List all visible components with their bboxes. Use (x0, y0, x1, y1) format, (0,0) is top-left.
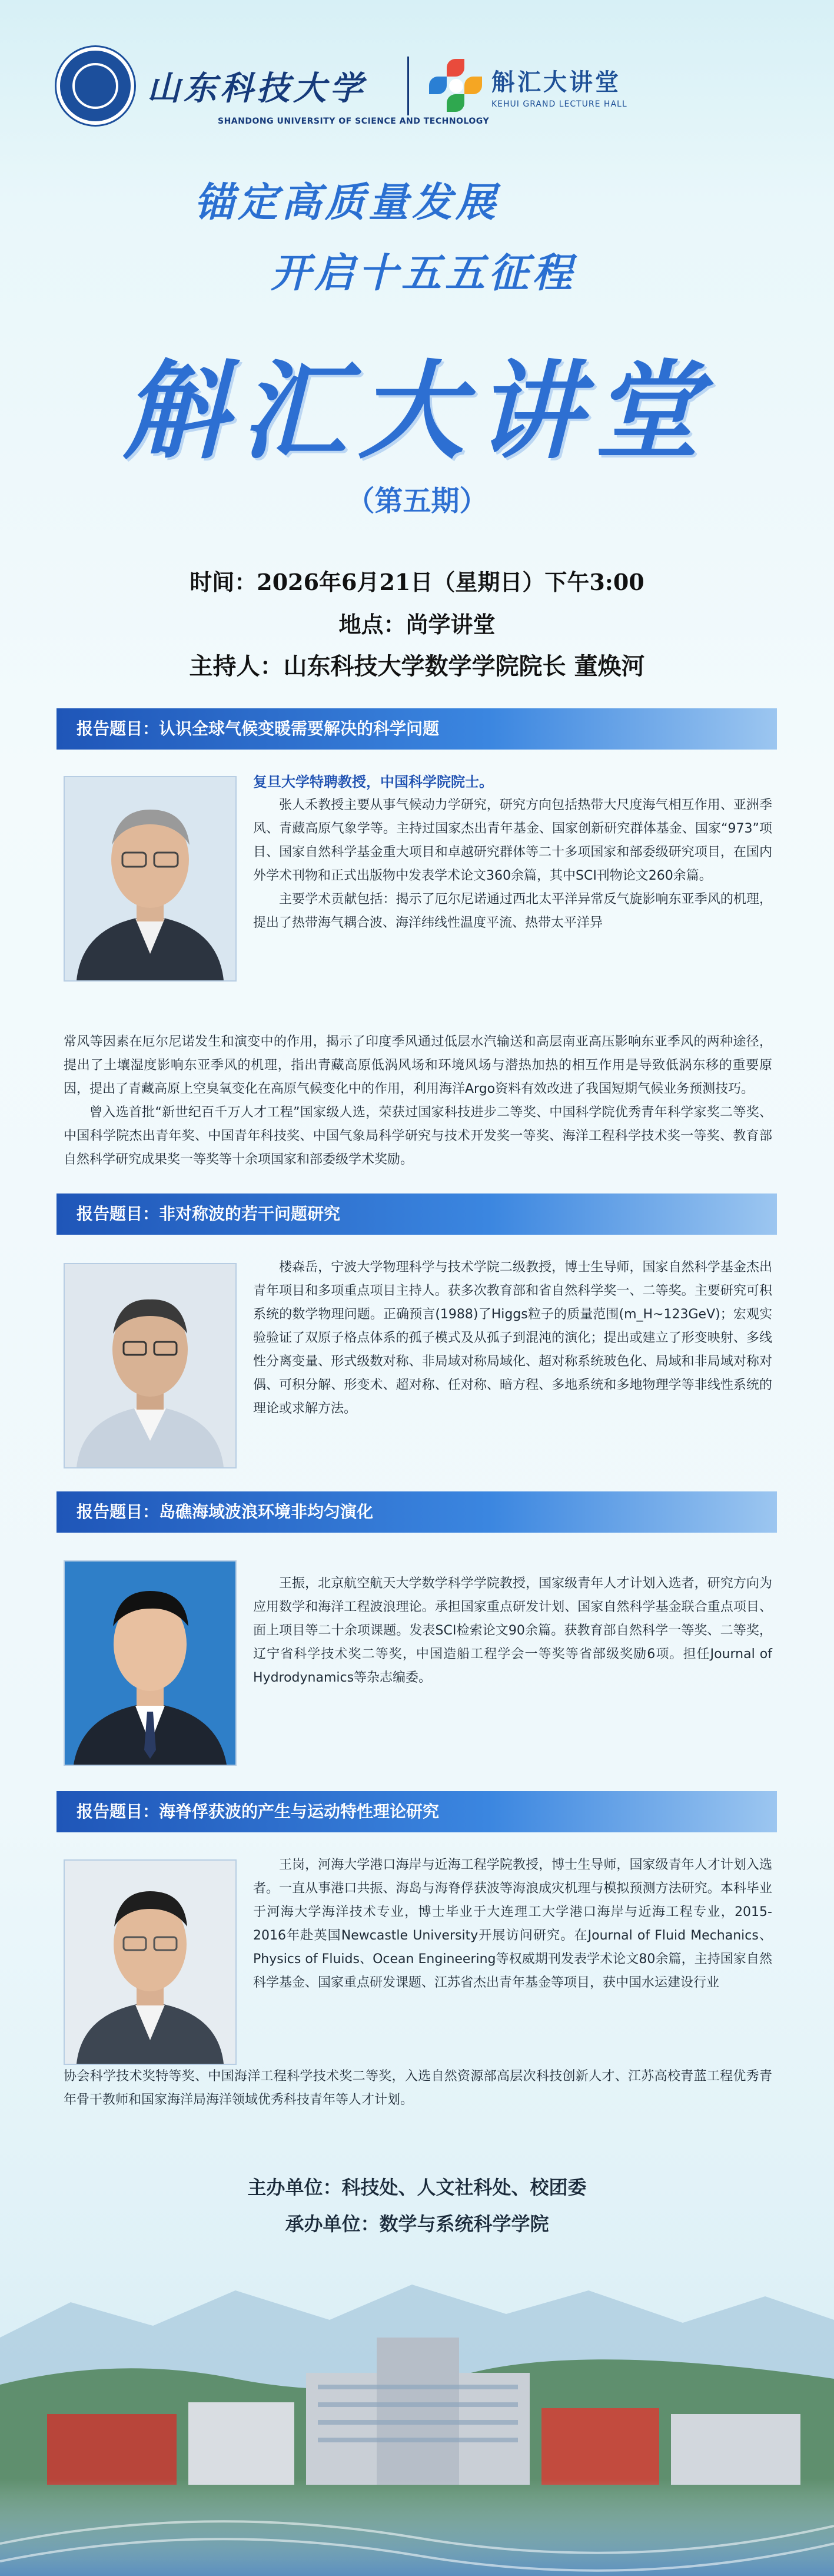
speaker-1-bio-para: 常风等因素在厄尔尼诺发生和演变中的作用，揭示了印度季风通过低层水汽输送和高层南亚高压影响东亚季风的两种途径，提出了土壤湿度影响东亚季风的机理，指出青藏高原低涡风场和环境风场与潜热加热的相互作用是导致低涡东移的重要原因，提出了青藏高原上空臭氧变化在高原气候变化中的作用，利用海洋Argo资料有效改进了我国短期气候业务预测技巧。 (64, 1035, 772, 1096)
speaker-3-bio-para: 王振，北京航空航天大学数学科学学院教授，国家级青年人才计划入选者，研究方向为应用数学和海洋工程波浪理论。承担国家重点研发计划、国家自然科学基金联合重点项目、面上项目等二十余项课题。发表SCI检索论文90余篇。获教育部自然科学一等奖、二等奖，辽宁省科学技术奖二等奖，中国造船工程学会一等奖等省部级奖励6项。担任Journal of Hydrodynamics等杂志编委。 (253, 1576, 772, 1685)
speaker-4-bio-para: 王岗，河海大学港口海岸与近海工程学院教授，博士生导师，国家级青年人才计划入选者。一直从事港口共振、海岛与海脊俘获波等海浪成灾机理与模拟预测方法研究。本科毕业于河海大学海洋技术专业，博士毕业于大连理工大学港口海岸与近海工程专业，2015-2016年赴英国Newcastle University开展访问研究。在Journal of Fluid Mechanics、Physics of Fluids、Ocean Engineering等权威期刊发表学术论文80余篇，主持国家自然科学基金、国家重点研发课题、江苏省杰出青年基金等项目，获中国水运建设行业 (253, 1858, 772, 1990)
speaker-1-photo (64, 776, 237, 982)
talk-3-heading: 报告题目：岛礁海域波浪环境非均匀演化 (57, 1491, 777, 1533)
lecture-logo-icon (429, 59, 483, 113)
talk-1-heading: 报告题目：认识全球气候变暖需要解决的科学问题 (57, 708, 777, 750)
lecture-hall-name-en: KEHUI GRAND LECTURE HALL (491, 99, 627, 109)
speaker-4-bio (253, 1854, 772, 1995)
event-host: 主持人：山东科技大学数学学院院长 董焕河 (189, 652, 645, 680)
speaker-1-bio-para: 曾入选首批“新世纪百千万人才工程”国家级人选，荣获过国家科技进步二等奖、中国科学院优秀青年科学家奖二等奖、中国科学院杰出青年奖、中国青年科技奖、中国气象局科学研究与技术开发奖一等奖、海洋工程科学技术奖一等奖、教育部自然科学研究成果奖一等奖等十余项国家和部委级学术奖励。 (64, 1105, 772, 1167)
talk-2-heading: 报告题目：非对称波的若干问题研究 (57, 1193, 777, 1235)
university-name-en: SHANDONG UNIVERSITY OF SCIENCE AND TECHNOLOGY (218, 117, 490, 126)
talk-4-heading: 报告题目：海脊俘获波的产生与运动特性理论研究 (57, 1791, 777, 1832)
speaker-1-title: 复旦大学特聘教授，中国科学院院士。 (253, 774, 493, 790)
undertaker: 承办单位：数学与系统科学学院 (285, 2213, 549, 2235)
poster-title: 斛汇大讲堂 (122, 349, 712, 473)
slogan-line-2: 开启十五五征程 (271, 250, 576, 297)
organizer: 主办单位：科技处、人文社科处、校团委 (247, 2176, 587, 2199)
speaker-2-bio-para: 楼森岳，宁波大学物理科学与技术学院二级教授，博士生导师，国家自然科学基金杰出青年项目和多项重点项目主持人。获多次教育部和省自然科学奖一、二等奖。主要研究可积系统的数学物理问题。正确预言(1988)了Higgs粒子的质量范围(m_H~123GeV)；宏观实验验证了双原子格点体系的孤子模式及从孤子到混沌的演化；提出或建立了形变映射、多线性分离变量、形式级数对称、非局域对称局域化、超对称系统玻色化、局域和非局域对称对偶、可积分解、形变术、超对称、任对称、暗方程、多地系统和多地物理学等非线性系统的理论或求解方法。 (253, 1260, 772, 1416)
lecture-hall-name: 斛汇大讲堂 (491, 68, 621, 96)
speaker-1-bio-continued (64, 1030, 772, 1172)
speaker-4-bio-para: 协会科学技术奖特等奖、中国海洋工程科学技术奖二等奖，入选自然资源部高层次科技创新人才、江苏高校青蓝工程优秀青年骨干教师和国家海洋局海洋领域优秀科技青年等人才计划。 (64, 2069, 772, 2107)
slogan-line-1: 锚定高质量发展 (194, 180, 500, 226)
speaker-4-photo (64, 1859, 237, 2065)
speaker-1-bio-para: 张人禾教授主要从事气候动力学研究，研究方向包括热带大尺度海气相互作用、亚洲季风、青藏高原气象学等。主持过国家杰出青年基金、国家创新研究群体基金、国家“973”项目、国家自然科学基金重大项目和卓越研究群体等二十多项国家和部委级研究项目，在国内外学术刊物和正式出版物中发表学术论文360余篇，其中SCI刊物论文260余篇。 (253, 798, 772, 883)
speaker-1-bio (253, 770, 772, 935)
university-name: 山东科技大学 (147, 69, 366, 108)
speaker-2-bio (253, 1256, 772, 1421)
event-time: 时间：2026年6月21日（星期日）下午3:00 (190, 569, 644, 595)
divider (407, 57, 409, 115)
speaker-3-bio (253, 1572, 772, 1690)
campus-illustration (0, 2267, 834, 2576)
university-emblem-icon (57, 47, 134, 125)
speaker-1-bio-para: 主要学术贡献包括：揭示了厄尔尼诺通过西北太平洋异常反气旋影响东亚季风的机理，提出了热带海气耦合波、海洋纬线性温度平流、热带太平洋异 (253, 892, 772, 930)
speaker-4-bio-continued (64, 2065, 772, 2112)
event-place: 地点：尚学讲堂 (338, 611, 496, 638)
logo-bar (57, 47, 627, 125)
speaker-2-photo (64, 1263, 237, 1468)
issue-number: （第五期） (346, 485, 488, 518)
speaker-3-photo (64, 1560, 237, 1766)
